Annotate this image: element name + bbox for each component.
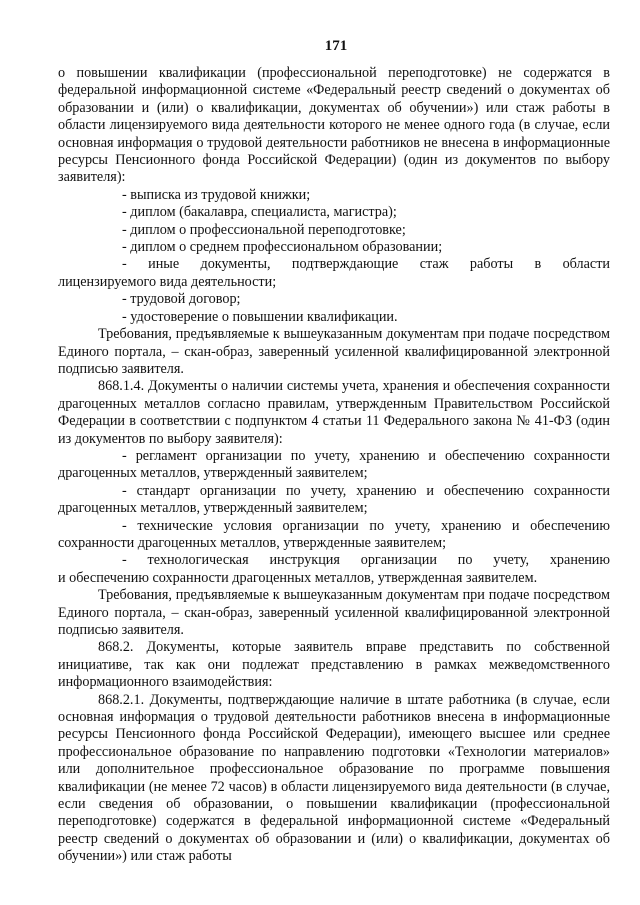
paragraph: 868.2. Документы, которые заявитель вправе представить по собственной инициативе, так как они подлежат представлению в рамках межведомственного информационного взаимодействия: — [58, 639, 610, 691]
list-item: - трудовой договор; — [122, 291, 241, 308]
page-number: 171 — [324, 38, 348, 54]
list-item-continuation: и обеспечению сохранности драгоценных металлов, утвержденная заявителем. — [58, 569, 538, 586]
paragraph: 868.2.1. Документы, подтверждающие наличие в штате работника (в случае, если основная информация о трудовой деятельности работников внесена в информационные ресурсы Пенсионного фонда Российской Федерации), имеющего высшее или среднее профессиональное образование по направлению подготовки «Технологии материалов» или дополнительное профессиональное образование по программе повышения квалификации (не менее 72 часов) в области лицензируемого вида деятельности (в случае, если сведения об образовании, о повышении квалификации (профессиональной переподготовке) содержатся в федеральной информационной системе «Федеральный реестр сведений о документах об образовании и (или) о квалификации, документах об обучении») или стаж работы — [58, 691, 610, 865]
list-item — [58, 448, 610, 483]
paragraph: 868.1.4. Документы о наличии системы учета, хранения и обеспечения сохранности драгоценных металлов согласно правилам, утвержденным Правительством Российской Федерации в соответствии с подпунктом 4 статьи 11 Федерального закона № 41-ФЗ (один из документов по выбору заявителя): — [58, 378, 610, 447]
document-body — [58, 65, 610, 866]
list-item — [58, 256, 610, 291]
list-item: - диплом о профессиональной переподготовке; — [122, 221, 406, 238]
list-item: - удостоверение о повышении квалификации. — [122, 308, 398, 325]
list-item-first-line: - технические условия организации по учету, хранению и обеспечению — [122, 517, 610, 534]
list-item-first-line: - стандарт организации по учету, хранению и обеспечению сохранности — [122, 482, 610, 499]
list-item-first-line: - иные документы, подтверждающие стаж работы в области — [122, 256, 610, 273]
list-item: - выписка из трудовой книжки; — [122, 186, 311, 203]
paragraph: о повышении квалификации (профессиональной переподготовке) не содержатся в федеральной информационной системе «Федеральный реестр сведений о документах об образовании и (или) о квалификации, документах об обучении») или стаж работы в области лицензируемого вида деятельности которого не менее одного года (в случае, если основная информация о трудовой деятельности работников не внесена в информационные ресурсы Пенсионного фонда Российской Федерации) (один из документов по выбору заявителя): — [58, 65, 610, 186]
list-item-continuation: сохранности драгоценных металлов, утвержденные заявителем; — [58, 534, 447, 551]
list-item: - диплом о среднем профессиональном образовании; — [122, 239, 443, 256]
list-item: - диплом (бакалавра, специалиста, магистра); — [122, 204, 397, 221]
list-item-continuation: драгоценных металлов, утвержденный заявителем; — [58, 465, 368, 482]
list-item-continuation: драгоценных металлов, утвержденный заявителем; — [58, 500, 368, 517]
list-item-continuation: лицензируемого вида деятельности; — [58, 273, 277, 290]
paragraph: Требования, предъявляемые к вышеуказанным документам при подаче посредством Единого портала, – скан-образ, заверенный усиленной квалифицированной электронной подписью заявителя. — [58, 326, 610, 377]
paragraph: Требования, предъявляемые к вышеуказанным документам при подаче посредством Единого портала, – скан-образ, заверенный усиленной квалифицированной электронной подписью заявителя. — [58, 587, 610, 638]
list-item — [58, 483, 610, 518]
list-item-first-line: - регламент организации по учету, хранению и обеспечению сохранности — [122, 447, 610, 464]
list-item — [58, 552, 610, 587]
list-item — [58, 518, 610, 553]
list-item-first-line: - технологическая инструкция организации по учету, хранению — [122, 552, 610, 569]
